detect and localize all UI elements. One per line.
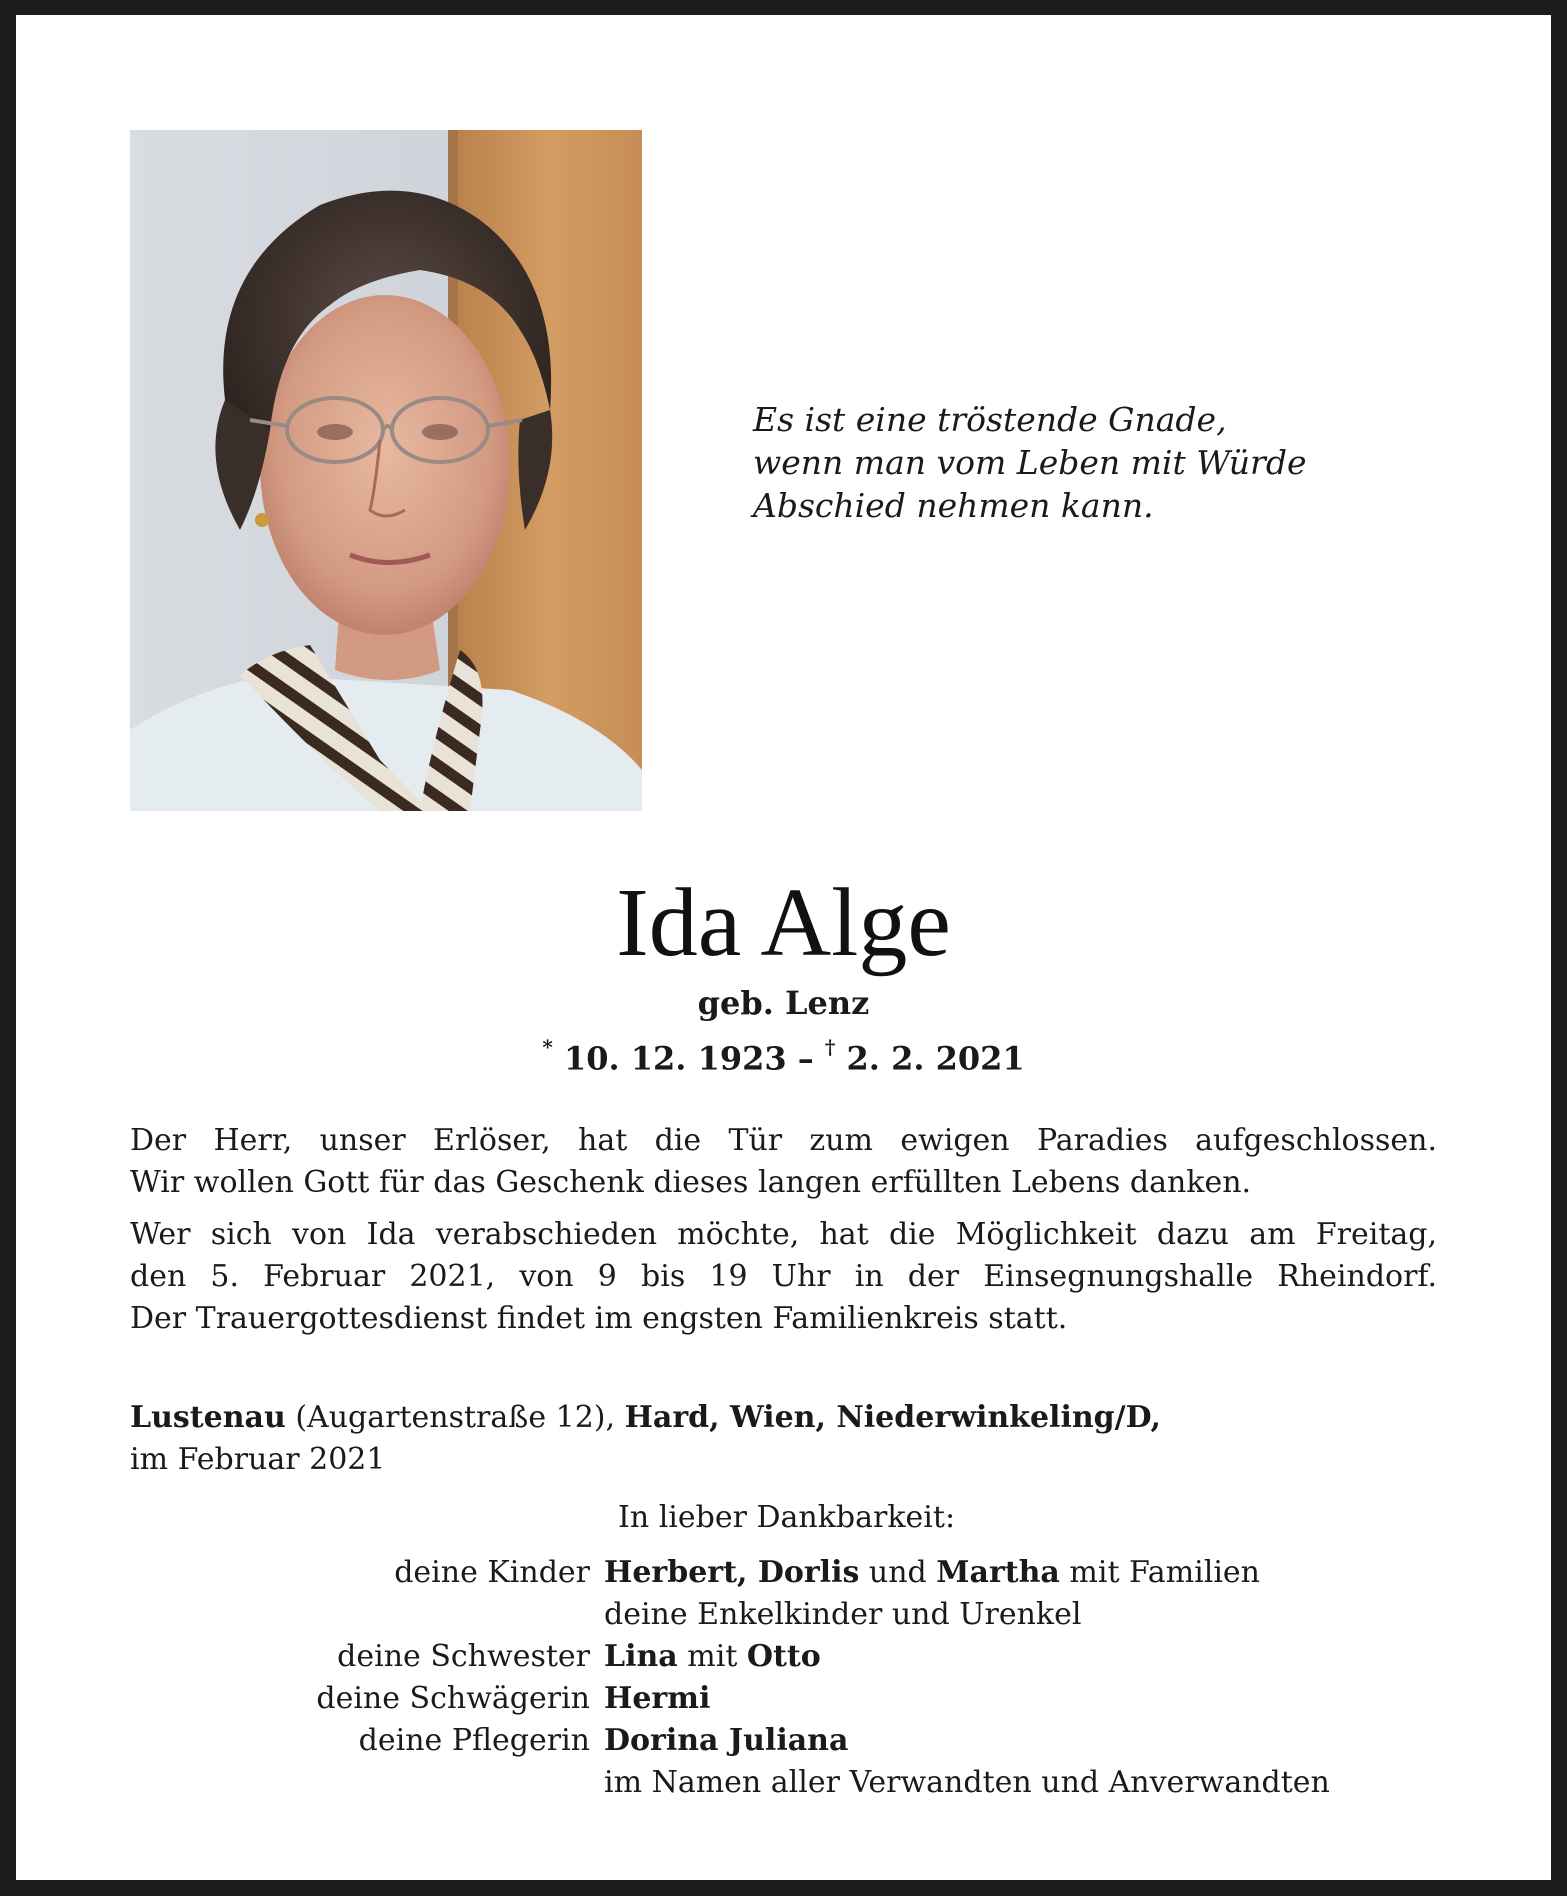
- portrait-photo: [130, 130, 642, 811]
- text-line: Der Herr, unser Erlöser, hat die Tür zum ewigen Paradies aufgeschlossen.: [130, 1123, 1437, 1158]
- relative-text: im Namen aller Verwandten und Anverwandten: [604, 1765, 1330, 1800]
- paragraph-farewell: [130, 1214, 1437, 1340]
- death-cross-icon: †: [824, 1035, 836, 1059]
- paragraph-faith: [130, 1120, 1437, 1204]
- relative-text: deine Enkelkinder und Urenkel: [604, 1597, 1082, 1632]
- relation-label: deine Schwägerin: [316, 1681, 590, 1716]
- place-and-date: [130, 1397, 1437, 1481]
- relative-name: Otto: [746, 1639, 821, 1674]
- place-other-towns: Hard, Wien, Niederwinkeling/D,: [624, 1400, 1161, 1435]
- family-list: [130, 1552, 1450, 1804]
- relative-name: Martha: [936, 1555, 1060, 1590]
- relative-names: [604, 1678, 710, 1720]
- relative-names: [604, 1552, 1260, 1594]
- family-row: [130, 1594, 1450, 1636]
- birth-star-icon: *: [542, 1035, 553, 1059]
- relation-label: [130, 1762, 604, 1804]
- relative-name: Hermi: [604, 1681, 711, 1716]
- birth-date: 10. 12. 1923: [563, 1039, 787, 1078]
- text-line: Wer sich von Ida verabschieden möchte, hat die Möglichkeit dazu am Freitag,: [130, 1217, 1437, 1252]
- life-dates: [0, 1030, 1567, 1080]
- text-line: den 5. Februar 2021, von 9 bis 19 Uhr in der Einsegnungshalle Rheindorf.: [130, 1259, 1437, 1294]
- place-town: Lustenau: [130, 1400, 286, 1435]
- relative-name: Lina: [604, 1639, 678, 1674]
- relative-text: mit Familien: [1059, 1555, 1261, 1590]
- relative-names: [604, 1762, 1330, 1804]
- relative-name: Herbert, Dorlis: [604, 1555, 860, 1590]
- relative-text: mit: [677, 1639, 747, 1674]
- place-address: (Augartenstraße 12),: [285, 1400, 625, 1435]
- motto-line: wenn man vom Leben mit Würde: [753, 443, 1307, 482]
- relative-names: [604, 1636, 821, 1678]
- family-row: [130, 1762, 1450, 1804]
- relation-label: deine Pflegerin: [358, 1723, 590, 1758]
- family-row: [130, 1552, 1450, 1594]
- announcement-text: [130, 1120, 1437, 1350]
- text-line: Der Trauergottesdienst findet im engsten Familienkreis statt.: [130, 1301, 1068, 1336]
- relative-name: Dorina Juliana: [604, 1723, 849, 1758]
- date-line: im Februar 2021: [130, 1442, 386, 1477]
- relation-label: deine Schwester: [337, 1639, 590, 1674]
- family-row: [130, 1720, 1450, 1762]
- family-row: [130, 1636, 1450, 1678]
- relation-label: [130, 1594, 604, 1636]
- place-line: [130, 1397, 1437, 1439]
- relation-label: deine Kinder: [394, 1555, 590, 1590]
- signature-heading: In lieber Dankbarkeit:: [618, 1500, 956, 1535]
- motto-quote: [753, 398, 1373, 527]
- deceased-name: Ida Alge: [616, 869, 951, 977]
- date-separator: –: [797, 1039, 814, 1078]
- relative-names: [604, 1720, 848, 1762]
- relative-text: und: [859, 1555, 937, 1590]
- death-date: 2. 2. 2021: [846, 1039, 1025, 1078]
- motto-line: Es ist eine tröstende Gnade,: [753, 400, 1227, 439]
- text-line: Wir wollen Gott für das Geschenk dieses langen erfüllten Lebens danken.: [130, 1165, 1252, 1200]
- maiden-name: geb. Lenz: [697, 984, 870, 1022]
- relative-names: [604, 1594, 1081, 1636]
- motto-line: Abschied nehmen kann.: [753, 486, 1154, 525]
- family-row: [130, 1678, 1450, 1720]
